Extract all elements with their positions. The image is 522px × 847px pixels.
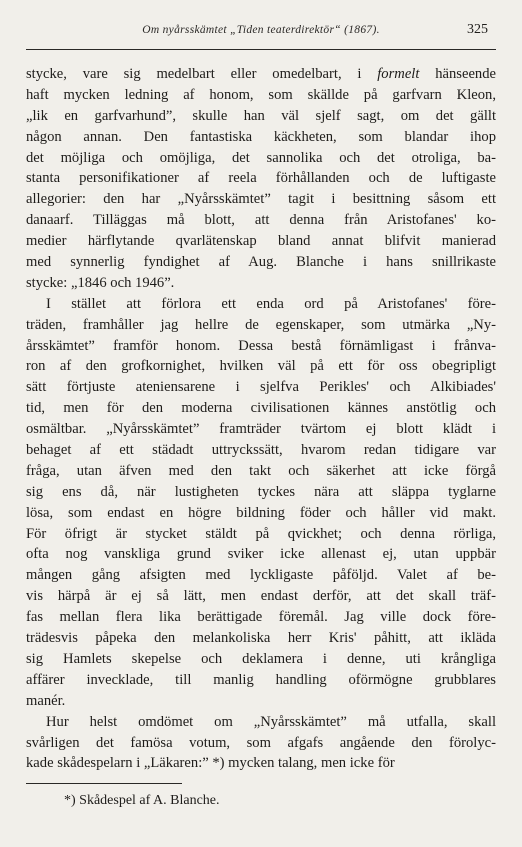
text-line: trädesvis påpeka den melankoliska herr Kris' påhitt, att ikläda [26,630,496,647]
running-head: Om nyårsskämtet „Tiden teaterdirektör“ (1867). [142,24,380,36]
text-line: vis härpå är ej så lätt, men endast derför, att det skall träf- [26,588,496,605]
text-line: med synnerlig fyndighet af Aug. Blanche i hans snillrikaste [26,254,496,271]
text-line: I stället att förlora ett enda ord på Aristofanes' före- [46,295,496,312]
text-line: årsskämtet” framför honom. Dessa bestå förnämligast i frånva- [26,337,496,354]
text-line: lösa, som endast en högre bildning föder och håller vid makt. [26,504,496,521]
text-line: ofta nog vanskliga grund sviker icke allenast ej, utan uppbär [26,546,496,563]
text-line: behaget af ett städadt uttryckssätt, hvarom redan tidigare var [26,442,496,459]
text-line: kade skådespelarn i „Läkaren:” *) mycken talang, men icke för [26,755,395,772]
text-line: stanta personifikationer af reela förhållanden och de luftigaste [26,170,496,187]
header-rule [26,49,496,50]
text-line: mången gång afsigten med lyckligaste påföljd. Valet af be- [26,567,496,584]
text-line: fråga, utan äfven med den takt och säkerhet att icke förgå [26,462,496,479]
text-line: medier härflytande qvarlätenskap bland annat blifvit manierad [26,233,496,250]
text-line: tid, men för den moderna civilisationen kännes anstötlig och [26,400,496,417]
text-line: svårligen det famösa votum, som afgafs angående den förolyc- [26,734,496,751]
body-text [26,64,496,774]
page-number: 325 [467,22,488,37]
text-line: danaarf. Tilläggas må blott, att denna från Aristofanes' ko- [26,212,496,229]
text-line: Hur helst omdömet om „Nyårsskämtet” må utfalla, skall [46,713,496,730]
text-line: sig ens då, när lustigheten tyckes nära att släppa tyglarne [26,483,496,500]
text-line: osmältbar. „Nyårsskämtet” framträder tvärtom ej blott klädt i [26,421,496,438]
footnote-rule [26,783,182,784]
text-line: stycke: „1846 och 1946”. [26,274,175,291]
text-line: manér. [26,692,66,709]
text-line: allegorier: den har „Nyårsskämtet” tagit i besittning såsom ett [26,191,496,208]
text-line: sig Hamlets skepelse och deklamera i denne, uti krångliga [26,650,496,667]
text-line: För öfrigt är stycket stäldt på qvickhet; och denna rörliga, [26,525,496,542]
text-line: det möjliga och omöjliga, det sannolika och det otroliga, ba- [26,149,496,166]
text-line: någon annan. Den fantastiska käckheten, som blandar ihop [26,128,496,145]
page-header [26,24,496,46]
footnote: *) Skådespel af A. Blanche. [64,793,220,808]
text-line: haft mycken ledning af honom, som skällde på garfvarn Kleon, [26,86,496,103]
text-line: „lik en garfvarhund”, skulle han väl sjelf sagt, om det gällt [26,107,496,124]
text-line: sätt förtjuste ateniensarene i sjelfva Perikles' och Alkibiades' [26,379,496,396]
text-line: stycke, vare sig medelbart eller omedelbart, i formelt hänseende [26,66,496,82]
text-line: fas mellan flera lika berättigade föremål. Jag ville dock före- [26,609,496,626]
text-line: ron af den grofkornighet, hvilken väl på ett för oss obegripligt [26,358,496,375]
text-line: affärer invecklade, till manlig handling oförmögne grubblares [26,671,496,688]
text-line: träden, framhåller jag hellre de egenskaper, som utmärka „Ny- [26,316,496,333]
